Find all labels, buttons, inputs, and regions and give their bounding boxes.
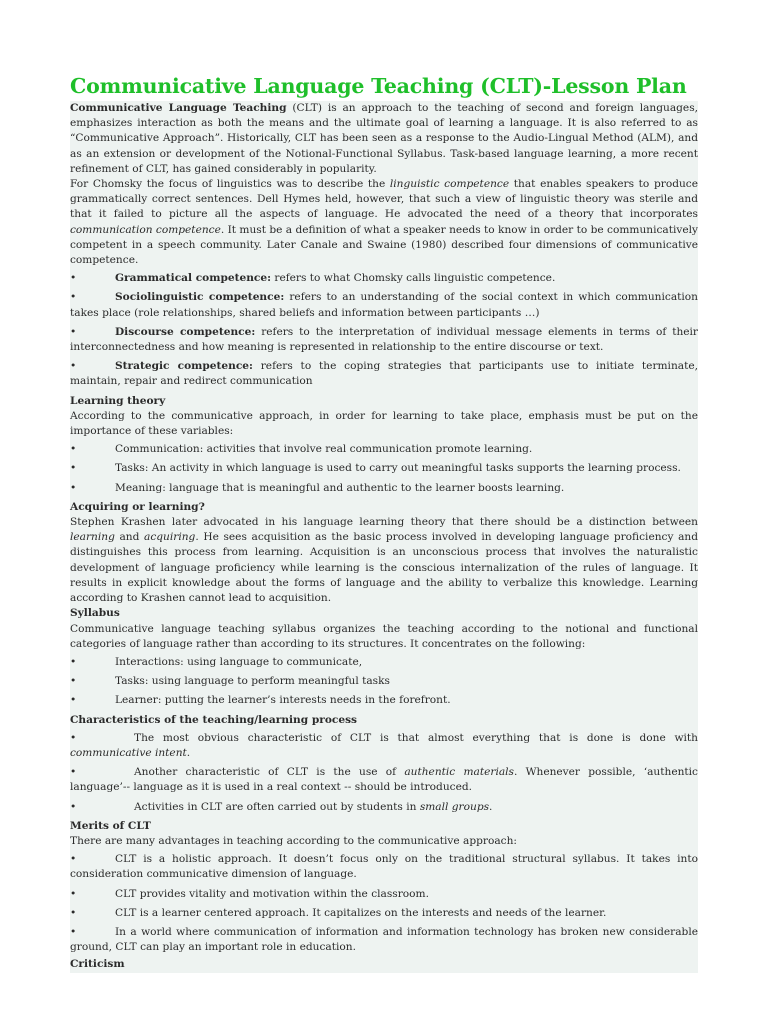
bullet-icon: •: [70, 272, 77, 285]
bullet-icon: •: [70, 800, 77, 813]
page-title: Communicative Language Teaching (CLT)-Lesson Plan: [70, 73, 698, 101]
list-item-text: Meaning: language that is meaningful and authentic to the learner boosts learning.: [115, 481, 565, 494]
bullet-icon: •: [70, 925, 77, 938]
syllabus-heading: Syllabus: [70, 607, 120, 620]
list-item-text: .: [186, 746, 191, 759]
bullet-icon: •: [70, 906, 77, 919]
list-item: [70, 442, 698, 457]
bullet-icon: •: [70, 655, 77, 668]
syllabus-text: Communicative language teaching syllabus organizes the teaching according to the notional and functional categories of language rather than according to its structures. It concentrates on the following:: [70, 622, 698, 650]
acquiring-text-a: Stephen Krashen later advocated in his language learning theory that there should be a distinction between: [70, 516, 698, 529]
acquiring-paragraph: [70, 515, 698, 606]
competence-item-discourse: [70, 325, 698, 355]
list-item-text: CLT is a learner centered approach. It capitalizes on the interests and needs of the learner.: [115, 906, 607, 919]
intro-paragraph: [70, 101, 698, 177]
bullet-icon: •: [70, 766, 77, 779]
list-item: [70, 765, 698, 795]
intro-term: Communicative Language Teaching: [70, 102, 287, 114]
list-item-text: Tasks: An activity in which language is used to carry out meaningful tasks supports the learning process.: [115, 462, 681, 475]
competence-text: refers to the interpretation of individual message elements in terms of their interconnectedness and how meaning is represented in relationship to the entire discourse or text.: [70, 325, 699, 354]
list-item-text: Another characteristic of CLT is the use of: [134, 766, 405, 779]
merits-text: There are many advantages in teaching according to the communicative approach:: [70, 834, 517, 847]
list-item-text: .: [489, 800, 493, 813]
list-item-text: Tasks: using language to perform meaningful tasks: [115, 675, 390, 688]
document-body: [70, 73, 698, 973]
chomsky-text-e: . It must be a definition of what a speaker needs to know in order to be communicatively competent in a speech community. Later Canale and Swaine (1980) described four dimensions of communicative competence.: [70, 223, 698, 267]
list-item: [70, 693, 698, 708]
acquiring-text-c: and: [114, 531, 145, 544]
acquiring-text-e: . He sees acquisition as the basic process involved in developing language proficiency and distinguishes this process from learning. Acquisition is an unconscious process that involves the naturalistic development of language proficiency while learning is the conscious internalization of the rules of language. It results in explicit knowledge about the forms of language and the ability to verbalize this knowledge. Learning according to Krashen cannot lead to acquisition.: [70, 531, 698, 605]
list-item: [70, 887, 698, 902]
acquiring-term: acquiring: [144, 531, 196, 544]
bullet-icon: •: [70, 462, 77, 475]
list-item-text: Communication: activities that involve real communication promote learning.: [115, 443, 533, 456]
bullet-icon: •: [70, 443, 77, 456]
list-item: [70, 852, 698, 882]
linguistic-competence-term: linguistic competence: [389, 178, 510, 191]
characteristics-heading: Characteristics of the teaching/learning process: [70, 713, 358, 726]
competence-term: Strategic competence:: [115, 360, 253, 373]
communication-competence-term: communication competence: [70, 223, 221, 236]
intro-text: (CLT) is an approach to the teaching of second and foreign languages, emphasizes interaction as both the means and the ultimate goal of learning a language. It is also referred to as “Communicative Approach”. Historically, CLT has been seen as a response to the Audio-Lingual Method (ALM), and as an extension or development of the Notional-Functional Syllabus. Task-based language learning, a more recent refinement of CLT, has gained considerably in popularity.: [70, 102, 699, 175]
bullet-icon: •: [70, 853, 77, 866]
bullet-icon: •: [70, 675, 77, 688]
bullet-icon: •: [70, 731, 77, 744]
list-item: [70, 674, 698, 689]
list-item: [70, 925, 698, 955]
bullet-icon: •: [70, 887, 77, 900]
chomsky-paragraph: [70, 177, 698, 268]
merits-heading: Merits of CLT: [70, 819, 151, 832]
list-item-text: The most obvious characteristic of CLT is that almost everything that is done is done with: [134, 731, 698, 744]
competence-term: Grammatical competence:: [115, 272, 272, 285]
bullet-icon: •: [70, 325, 77, 338]
bullet-icon: •: [70, 360, 77, 373]
competence-text: refers to the coping strategies that participants use to initiate terminate, maintain, repair and redirect communication: [70, 360, 698, 388]
list-item: [70, 906, 698, 921]
emphasis-term: communicative intent: [70, 746, 187, 759]
criticism-heading: Criticism: [70, 958, 125, 971]
chomsky-text-c: that enables speakers to produce grammatically correct sentences. Dell Hymes held, however, that such a view of linguistic theory was sterile and that it failed to picture all the aspects of language. He advocated the need of a theory that incorporates: [70, 178, 699, 221]
list-item-text: . Whenever possible, ‘authentic language’-- language as it is used in a real context -- should be introduced.: [70, 766, 698, 794]
competence-item-sociolinguistic: [70, 290, 698, 320]
list-item: [70, 481, 698, 496]
list-item-text: In a world where communication of information and information technology has broken new considerable ground, CLT can play an important role in education.: [70, 925, 698, 954]
chomsky-text-a: For Chomsky the focus of linguistics was to describe the: [70, 178, 390, 191]
list-item-text: Activities in CLT are often carried out by students in: [134, 800, 420, 813]
list-item: [70, 655, 698, 670]
list-item-text: CLT provides vitality and motivation within the classroom.: [115, 887, 429, 900]
list-item-text: Interactions: using language to communicate,: [115, 655, 363, 668]
learning-term: learning: [70, 531, 115, 544]
list-item-text: Learner: putting the learner’s interests needs in the forefront.: [115, 694, 451, 707]
emphasis-term: small groups: [419, 800, 490, 813]
competence-item-strategic: [70, 359, 698, 389]
bullet-icon: •: [70, 481, 77, 494]
list-item: [70, 461, 698, 476]
list-item: [70, 731, 698, 761]
list-item-text: CLT is a holistic approach. It doesn’t focus only on the traditional structural syllabus. It takes into consideration communicative dimension of language.: [70, 853, 698, 881]
competence-text: refers to an understanding of the social context in which communication takes place (role relationships, shared beliefs and information between participants …): [70, 291, 698, 319]
competence-term: Discourse competence:: [115, 325, 256, 338]
competence-item-grammatical: [70, 271, 698, 286]
learning-theory-heading: Learning theory: [70, 394, 166, 407]
emphasis-term: authentic materials: [404, 766, 514, 779]
bullet-icon: •: [70, 694, 77, 707]
acquiring-heading: Acquiring or learning?: [70, 500, 205, 513]
competence-text: refers to what Chomsky calls linguistic competence.: [271, 272, 556, 285]
list-item: [70, 800, 698, 815]
learning-theory-text: According to the communicative approach, in order for learning to take place, emphasis must be put on the importance of these variables:: [70, 409, 698, 438]
bullet-icon: •: [70, 291, 77, 304]
competence-term: Sociolinguistic competence:: [115, 291, 285, 304]
